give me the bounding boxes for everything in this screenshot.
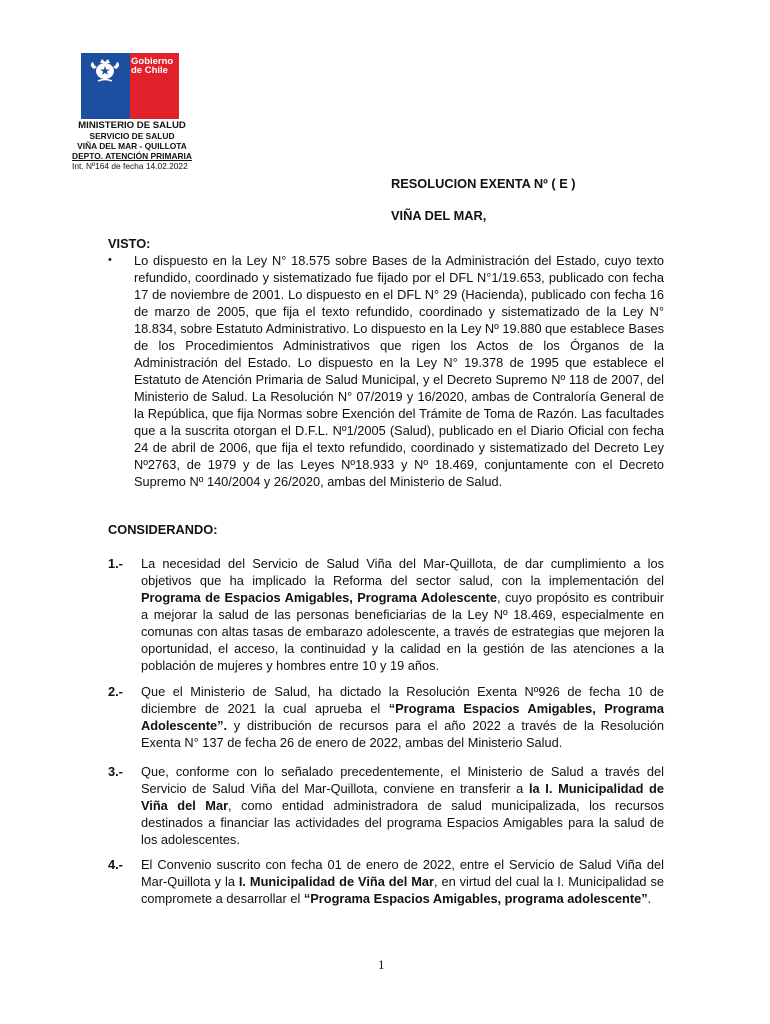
considerando-item	[108, 555, 664, 674]
item-text-part: Que, conforme con lo señalado precedentemente, el Ministerio de Salud a través del Servicio de Salud Viña del Mar-Quillota, conviene en transferir a	[141, 764, 664, 796]
item-text	[141, 555, 664, 674]
logo-brand-text: Gobierno de Chile	[131, 56, 174, 76]
item-bold-part: “Programa Espacios Amigables, programa adolescente”	[303, 891, 648, 906]
ministry-name: MINISTERIO DE SALUD	[78, 120, 186, 131]
item-text-part: y distribución de recursos para el año 2022 a través de la Resolución Exenta N° 137 de fecha 26 de enero de 2022, ambas del Ministerio Salud.	[141, 718, 664, 750]
visto-heading: VISTO:	[108, 236, 151, 251]
item-text-part: , cuyo propósito es contribuir a mejorar la salud de las personas beneficiarias de la Ley Nº 18.469, especialmente en comunas con altas tasas de embarazo adolescente, a través de estrategias que mejoren la oportunidad, el acceso, la continuidad y la calidad en la gestión de las atenciones a la población de mujeres y hombres entre 10 y 19 años.	[141, 590, 664, 673]
department-name: DEPTO. ATENCIÓN PRIMARIA	[72, 151, 192, 161]
item-bold-part: I. Municipalidad de Viña del Mar	[238, 874, 434, 889]
issue-place: VIÑA DEL MAR,	[391, 208, 487, 223]
gobierno-de-chile-logo	[81, 53, 179, 119]
item-number: 4.-	[108, 857, 123, 872]
item-text	[141, 856, 664, 907]
item-number: 2.-	[108, 684, 123, 699]
considerando-item	[108, 856, 664, 907]
item-text-part: La necesidad del Servicio de Salud Viña del Mar-Quillota, de dar cumplimiento a los objetivos que ha implicado la Reforma del sector salud, con la implementación del	[141, 556, 664, 588]
service-name: SERVICIO DE SALUD	[89, 131, 175, 141]
considerando-heading: CONSIDERANDO:	[108, 522, 218, 537]
visto-text: Lo dispuesto en la Ley N° 18.575 sobre Bases de la Administración del Estado, cuyo texto refundido, coordinado y sistematizado fue fijado por el DFL N°1/19.653, publicado con fecha 17 de noviembre de 2001. Lo dispuesto en el DFL N° 29 (Hacienda), publicado con fecha 16 de marzo de 2005, que fija el texto refundido, coordinado y sistematizado de la Ley N° 18.834, sobre Estatuto Administrativo. Lo dispuesto en la Ley Nº 19.880 que establece Bases de los Procedimientos Administrativos que rigen los Actos de los Órganos de la Administración del Estado. Lo dispuesto en la Ley N° 19.378 de 1995 que establece el Estatuto de Atención Primaria de Salud Municipal, y el Decreto Supremo Nº 118 de 2007, del Ministerio de Salud. La Resolución N° 07/2019 y 16/2020, ambas de Contraloría General de la República, que fija Normas sobre Exención del Trámite de Toma de Razón. Las facultades que a la suscrita otorgan el D.F.L. Nº1/2005 (Salud), publicado en el Diario Oficial con fecha 24 de abril de 2006, que fija el texto refundido, coordinado y sistematizado del Decreto Ley Nº2763, de 1979 y de las Leyes Nº18.933 y Nº 18.469, conjuntamente con el Decreto Supremo Nº 140/2004 y 26/2020, ambas del Ministerio de Salud.	[134, 253, 664, 489]
chile-coat-of-arms-icon	[88, 57, 122, 83]
item-bold-part: “Programa Espacios Amigables, Programa Adolescente”.	[141, 701, 664, 733]
page-number: 1	[378, 957, 385, 972]
item-bold-part: Programa de Espacios Amigables, Programa Adolescente	[141, 590, 498, 605]
considerando-item	[108, 683, 664, 751]
item-number: 3.-	[108, 764, 123, 779]
item-text-part: El Convenio suscrito con fecha 01 de enero de 2022, entre el Servicio de Salud Viña del Mar-Quillota y la	[141, 857, 664, 889]
item-number: 1.-	[108, 556, 123, 571]
service-region: VIÑA DEL MAR - QUILLOTA	[77, 141, 187, 151]
item-text-part: Que el Ministerio de Salud, ha dictado la Resolución Exenta Nº926 de fecha 10 de diciembre de 2021 la cual aprueba el	[141, 684, 664, 716]
item-text-part: .	[647, 891, 652, 906]
issuer-header	[68, 121, 208, 171]
item-bold-part: la I. Municipalidad de Viña del Mar	[141, 781, 664, 813]
resolution-title: RESOLUCION EXENTA Nº ( E )	[391, 176, 576, 191]
internal-reference: Int. Nº164 de fecha 14.02.2022	[72, 161, 188, 171]
item-text-part: , como entidad administradora de salud municipalizada, los recursos destinados a financiar las actividades del programa Espacios Amigables para la salud de los adolescentes.	[141, 798, 664, 847]
bullet-icon: •	[108, 254, 112, 266]
considerando-item	[108, 763, 664, 848]
visto-paragraph	[108, 252, 664, 490]
item-text	[141, 763, 664, 848]
item-text	[141, 683, 664, 751]
item-text-part: , en virtud del cual la I. Municipalidad se compromete a desarrollar el	[141, 874, 664, 906]
